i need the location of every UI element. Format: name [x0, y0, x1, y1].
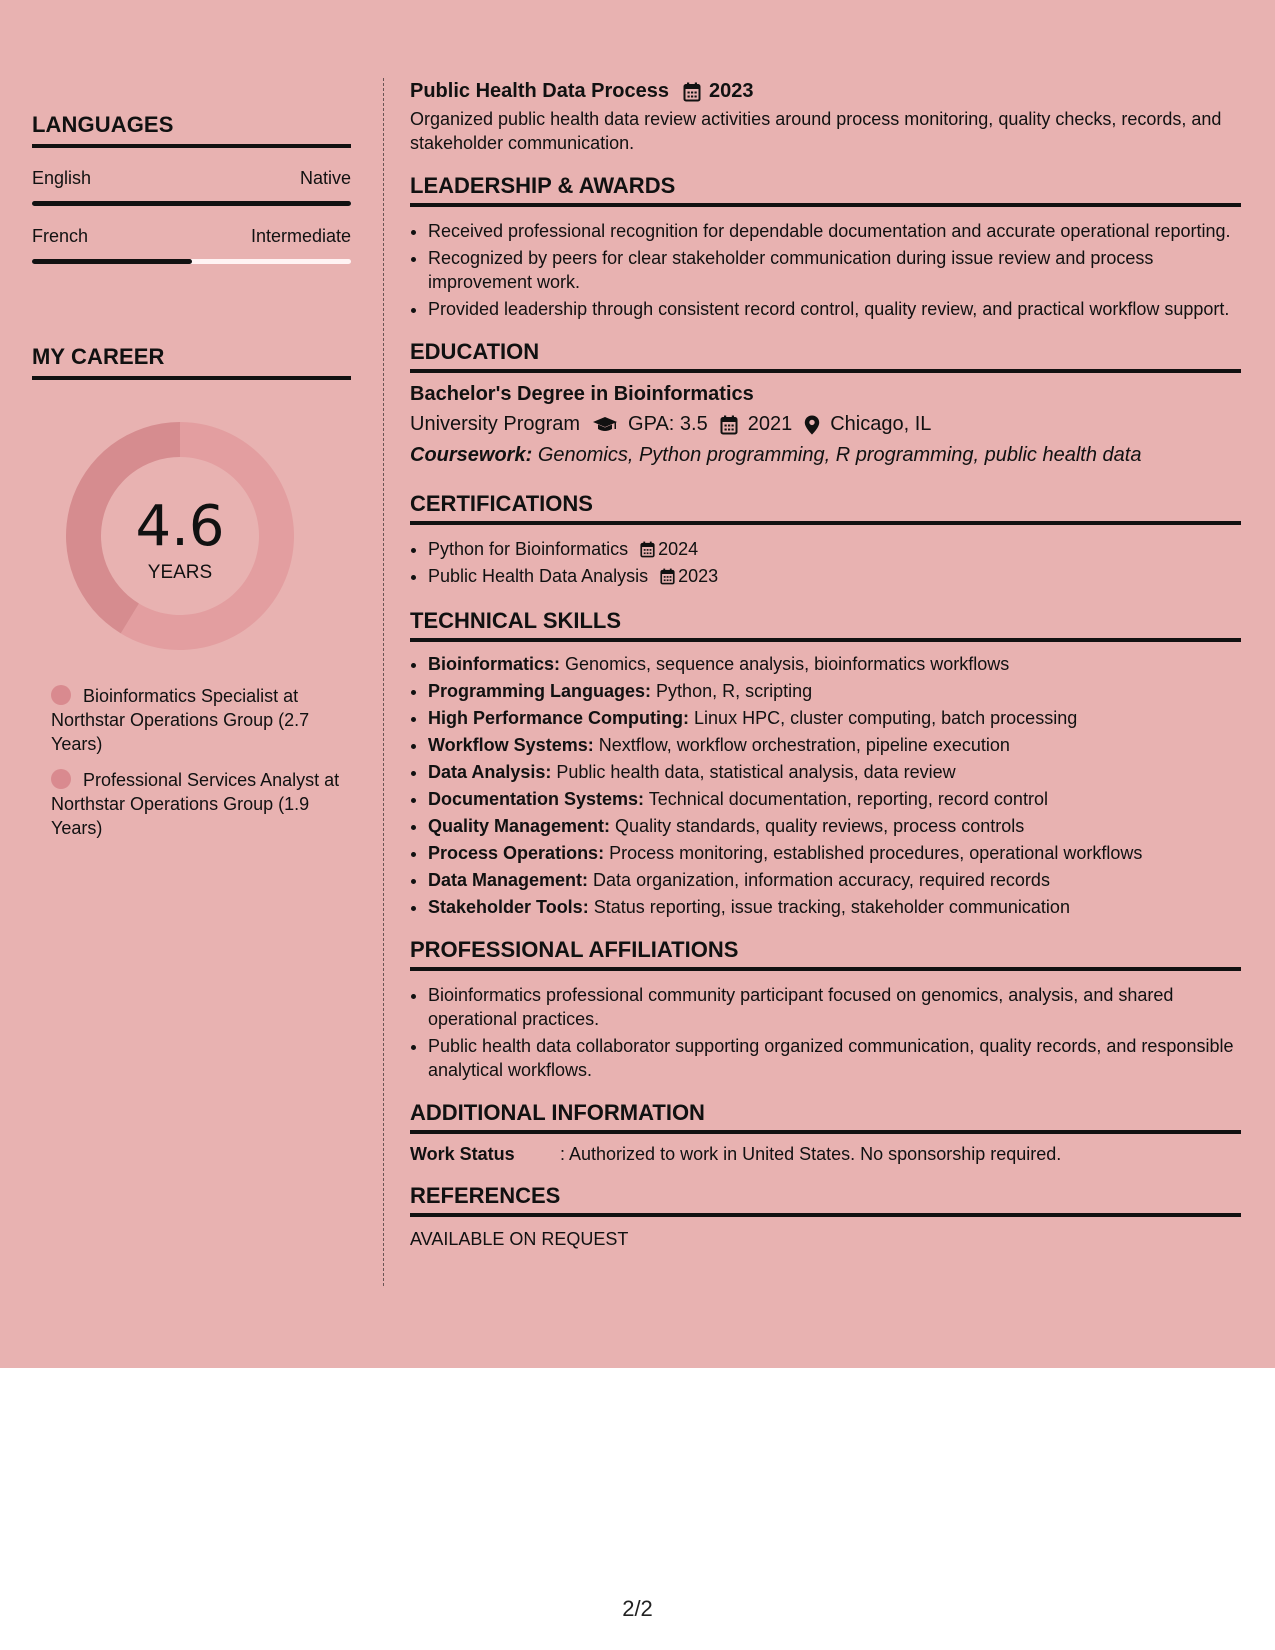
certifications-heading: CERTIFICATIONS — [410, 491, 1241, 525]
skill-label: Programming Languages: — [428, 681, 652, 701]
main-column — [410, 80, 1241, 1250]
skill-label: Stakeholder Tools: — [428, 897, 589, 917]
skill-value: Data organization, information accuracy, required records — [593, 870, 1050, 890]
calendar-icon — [720, 415, 738, 435]
skill-value: Nextflow, workflow orchestration, pipeline execution — [598, 735, 1010, 755]
references-text: AVAILABLE ON REQUEST — [410, 1229, 629, 1249]
coursework-label: Coursework: — [410, 444, 533, 466]
skill-item — [428, 706, 1241, 730]
calendar-icon — [683, 82, 701, 102]
sidebar — [32, 112, 351, 852]
certification-year: 2023 — [678, 566, 719, 586]
language-item — [32, 168, 351, 206]
references-heading: REFERENCES — [410, 1183, 1241, 1217]
skill-label: Workflow Systems: — [428, 735, 594, 755]
work-status-row — [410, 1144, 1241, 1165]
skill-item — [428, 895, 1241, 919]
language-proficiency-bar — [32, 201, 351, 206]
certification-year: 2024 — [658, 539, 699, 559]
work-status-value: : Authorized to work in United States. No sponsorship required. — [560, 1144, 1062, 1164]
column-divider — [383, 78, 384, 1286]
education-details — [410, 413, 1241, 436]
career-legend — [32, 684, 351, 840]
career-donut-chart — [66, 422, 294, 650]
project-description: Organized public health data review activities around process monitoring, quality checks, records, and stakeholder communication. — [410, 109, 1222, 153]
skill-value: Quality standards, quality reviews, process controls — [615, 816, 1025, 836]
skill-value: Process monitoring, established procedures, operational workflows — [609, 843, 1143, 863]
skill-label: High Performance Computing: — [428, 708, 690, 728]
skill-label: Process Operations: — [428, 843, 605, 863]
education-location: Chicago, IL — [830, 413, 932, 435]
affiliations-heading: PROFESSIONAL AFFILIATIONS — [410, 937, 1241, 971]
legend-item — [51, 684, 351, 756]
map-pin-icon — [804, 415, 820, 435]
career-years-unit: YEARS — [147, 562, 213, 583]
calendar-icon — [660, 568, 675, 585]
education-year: 2021 — [747, 413, 793, 435]
legend-label: Professional Services Analyst at Northstar Operations Group (1.9 Years) — [51, 770, 340, 838]
skill-label: Data Analysis: — [428, 762, 552, 782]
language-name: English — [32, 168, 92, 188]
coursework-value: Genomics, Python programming, R programming, public health data — [537, 444, 1142, 466]
certification-name: • Python for Bioinformatics — [428, 539, 629, 559]
skill-value: Public health data, statistical analysis, data review — [556, 762, 956, 782]
list-item: • Received professional recognition for dependable documentation and accurate operational reporting. — [428, 219, 1241, 243]
skill-value: Status reporting, issue tracking, stakeholder communication — [593, 897, 1070, 917]
language-level: Intermediate — [250, 226, 351, 246]
education-degree: Bachelor's Degree in Bioinformatics — [410, 383, 754, 405]
skill-item — [428, 733, 1241, 757]
list-item — [428, 537, 1241, 561]
project-title-row — [410, 80, 1241, 103]
skill-value: Technical documentation, reporting, record control — [648, 789, 1048, 809]
project-title: Public Health Data Process — [410, 80, 669, 102]
calendar-icon — [640, 541, 655, 558]
skill-value: Linux HPC, cluster computing, batch processing — [694, 708, 1078, 728]
affiliations-list — [410, 983, 1241, 1082]
graduation-cap-icon — [592, 416, 618, 434]
skill-item — [428, 760, 1241, 784]
list-item: • Recognized by peers for clear stakeholder communication during issue review and process improvement work. — [428, 246, 1241, 294]
education-school: University Program — [410, 413, 581, 435]
legend-item — [51, 768, 351, 840]
additional-info-heading: ADDITIONAL INFORMATION — [410, 1100, 1241, 1134]
skill-value: Genomics, sequence analysis, bioinformatics workflows — [565, 654, 1010, 674]
language-proficiency-fill — [32, 201, 351, 206]
certification-name: • Public Health Data Analysis — [428, 566, 649, 586]
certifications-list — [410, 537, 1241, 588]
skill-label: Bioinformatics: — [428, 654, 561, 674]
list-item — [428, 564, 1241, 588]
leadership-list — [410, 219, 1241, 321]
list-item: • Bioinformatics professional community participant focused on genomics, analysis, and shared operational practices. — [428, 983, 1241, 1031]
skills-list — [410, 652, 1241, 919]
skill-label: Data Management: — [428, 870, 589, 890]
language-name: French — [32, 226, 89, 246]
legend-dot — [51, 685, 71, 705]
skills-heading: TECHNICAL SKILLS — [410, 608, 1241, 642]
skill-item — [428, 652, 1241, 676]
language-proficiency-bar — [32, 259, 351, 264]
skill-item — [428, 787, 1241, 811]
language-item — [32, 226, 351, 264]
skill-item — [428, 814, 1241, 838]
project-year: 2023 — [708, 80, 754, 102]
language-proficiency-fill — [32, 259, 192, 264]
career-total-years: 4.6 — [135, 494, 225, 559]
legend-label: Bioinformatics Specialist at Northstar Operations Group (2.7 Years) — [51, 686, 310, 754]
education-gpa: GPA: 3.5 — [628, 413, 708, 435]
skill-item — [428, 679, 1241, 703]
education-coursework — [410, 444, 1241, 467]
skill-label: Documentation Systems: — [428, 789, 645, 809]
languages-heading: LANGUAGES — [32, 112, 351, 148]
career-heading: MY CAREER — [32, 344, 351, 380]
skill-item — [428, 868, 1241, 892]
leadership-heading: LEADERSHIP & AWARDS — [410, 173, 1241, 207]
page-number: 2/2 — [622, 1596, 653, 1621]
skill-label: Quality Management: — [428, 816, 611, 836]
skill-item — [428, 841, 1241, 865]
language-level: Native — [299, 168, 351, 188]
list-item: • Public health data collaborator supporting organized communication, quality records, and responsible analytical workflows. — [428, 1034, 1241, 1082]
list-item: • Provided leadership through consistent record control, quality review, and practical workflow support. — [428, 297, 1241, 321]
legend-dot — [51, 769, 71, 789]
skill-value: Python, R, scripting — [656, 681, 813, 701]
education-heading: EDUCATION — [410, 339, 1241, 373]
work-status-label: Work Status — [410, 1144, 515, 1164]
